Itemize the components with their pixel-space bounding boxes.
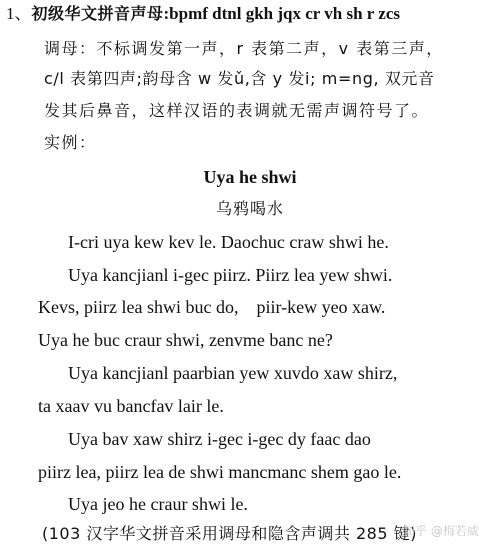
poem-line-4: Uya he buc craur shwi, zenvme banc ne?: [38, 330, 333, 350]
section-number: 1、: [6, 4, 32, 23]
section-heading: [6, 2, 400, 26]
zhihu-watermark: 知乎 @梅若威: [403, 524, 479, 538]
intro-line-1: 调母：不标调发第一声，r 表第二声，v 表第三声，: [44, 39, 444, 58]
poem-line-1: I-cri uya kew kev le. Daochuc craw shwi he.: [68, 232, 389, 252]
poem-line-6: ta xaav vu bancfav lair le.: [38, 396, 224, 416]
poem-line-7: Uya bav xaw shirz i-gec i-gec dy faac dao: [68, 429, 371, 449]
initial-consonants: :bpmf dtnl gkh jqx cr vh sh r zcs: [163, 4, 400, 23]
poem-title: Uya he shwi: [203, 167, 297, 187]
section-title: 初级华文拼音声母: [31, 4, 164, 23]
poem-line-3: Kevs, piirz lea shwi buc do, piir-kew yeo xaw.: [38, 297, 386, 317]
poem-line-5: Uya kancjianl paarbian yew xuvdo xaw shirz,: [68, 363, 398, 383]
intro-line-2: c/l 表第四声;韵母含 w 发ǔ,含 y 发i; m=ng, 双元音: [44, 69, 435, 88]
intro-line-3: 发其后鼻音，这样汉语的表调就无需声调符号了。: [44, 101, 430, 120]
poem-line-9: Uya jeo he craur shwi le.: [68, 494, 248, 514]
footnote: (103 汉字华文拼音采用调母和隐含声调共 285 键): [42, 524, 417, 543]
intro-line-4: 实例：: [44, 133, 97, 152]
poem-title-chinese: 乌鸦喝水: [215, 199, 284, 218]
poem-line-8: piirz lea, piirz lea de shwi mancmanc shem gao le.: [38, 462, 402, 482]
poem-line-2: Uya kancjianl i-gec piirz. Piirz lea yew shwi.: [68, 265, 393, 285]
